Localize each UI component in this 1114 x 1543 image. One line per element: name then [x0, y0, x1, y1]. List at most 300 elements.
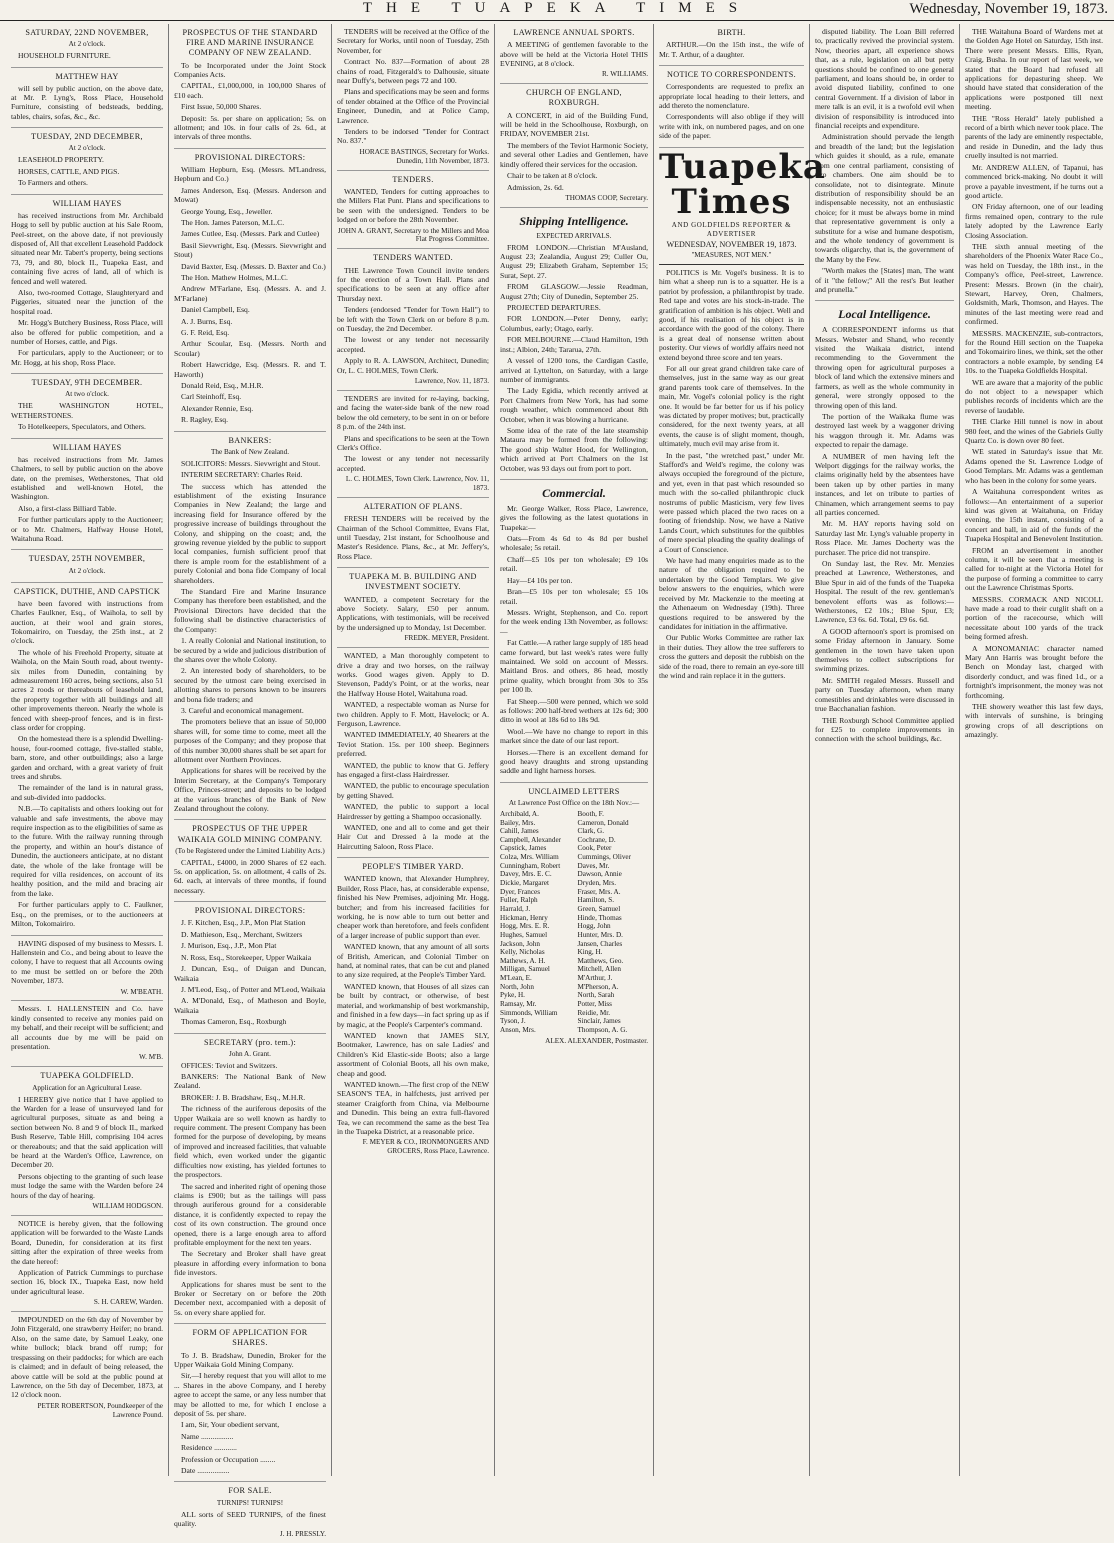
- ad-paragraph: Carl Steinhoff, Esq.: [181, 392, 242, 402]
- ad-paragraph: LEASEHOLD PROPERTY.: [18, 155, 104, 165]
- ad-paragraph: The lowest or any tender not necessarily accepted.: [337, 454, 489, 473]
- ad-paragraph: Some idea of the rate of the late steamship Mataura may be formed from the following: The good ship Walter Hood, for Wellington, which arrived at Port Chalmers on the 1st October, was 93 days out from port to port.: [500, 425, 648, 473]
- ad-title: WILLIAM HAYES: [52, 198, 122, 208]
- ad-paragraph: On Sunday last, the Rev. Mr. Menzies preached at Lawrence, Wetherstones, and Blue Spur in aid of the funds of the Tuapeka Hospital. The result of the rev. gentleman's benevolent efforts was as follows:—Wetherstones, £2 10s.; Blue Spur, £3; Lawrence, £3 6s. 6d. Total, £9 6s. 6d.: [815, 559, 954, 625]
- ad-paragraph: Bran—£5 10s per ton wholesale; £5 10s retail.: [500, 587, 648, 606]
- ad-paragraph: Application of Patrick Cummings to purchase section 16, block IX., Tuapeka East, now held under agricultural lease.: [11, 1267, 163, 1296]
- article-paragraph: For all our great grand children take care of themselves, just in the same way as our great grand parents took care of themselves. In the main, Mr. Vogel's colonial policy is the right one. It would be far better for us if his policy was dictated by proper motives; but, practically considered, for the next twenty years, at all events, the cause is of slight moment, though, ultimately, much evil may arise from it.: [659, 363, 804, 449]
- columns-container: [6, 24, 1108, 1539]
- ad-paragraph: ON Friday afternoon, one of our leading firms remained open, contrary to the rule lately adopted by the Lawrence Early Closing Association.: [965, 202, 1103, 240]
- ad-title: FOR SALE.: [228, 1486, 272, 1496]
- ad-paragraph: Deposit: 5s. per share on application; 5s. on allotment; and 10s. in four calls of 2s. 6d., at intervals of three months.: [174, 113, 326, 142]
- ad-paragraph: Mr. ANDREW ALLEN, of Tapanui, has commenced brick-making. No doubt it will prove a payable investment, if he turns out a good article.: [965, 162, 1103, 200]
- masthead-date: WEDNESDAY, NOVEMBER 19, 1873.: [666, 240, 797, 250]
- ad-paragraph: WANTED known, that any amount of all sorts of British, American, and Colonial Timber on hand, at nominal rates, that can be cut and planed to any size required, at the People's Timber Yard.: [337, 942, 489, 980]
- advertisement: [11, 439, 163, 551]
- ad-paragraph: Robert Hawcridge, Esq. (Messrs. R. and T. Haworth): [174, 360, 326, 379]
- ad-paragraph: Fat Sheep.—500 were penned, which we sold as follows: 200 half-bred wethers at 12s 6d; 300 ditto in wool at 18s 6d to 18s 9d.: [500, 696, 648, 725]
- advertisement: [174, 149, 326, 432]
- ad-paragraph: N. Ross, Esq., Storekeeper, Upper Waikaia: [181, 952, 312, 962]
- article-paragraph: In the past, "the wretched past," under Mr. Stafford's and Weld's regime, the colony was always occupied the foreground of the picture, and yet, even in that past which resounded so much with the so-called philanthropic cluck nostrums of public Masticism, very few lives were passed which placed the two races on a footing of friendship. Now, we have a Native Lands Court, which substitutes for the quibbles of mere special pleading the quality dealings of a Court of Conscience.: [659, 450, 804, 554]
- unclaimed-name: North, John: [500, 982, 534, 991]
- ad-paragraph: William Hepburn, Esq. (Messrs. M'Landress, Hepburn and Co.): [174, 164, 326, 184]
- ad-paragraph: WANTED, the public to know that G. Jeffery has engaged a first-class Hairdresser.: [337, 760, 489, 779]
- ad-paragraph: CAPITAL, £1,000,000, in 100,000 Shares of £10 each.: [174, 81, 326, 100]
- ad-paragraph: WE are aware that a majority of the public do not object to a newspaper which publishes records of incidents which are the reverse of laudable.: [965, 377, 1103, 415]
- ad-paragraph: Arthur Scoular, Esq. (Messrs. North and Scoular): [174, 339, 326, 358]
- ad-paragraph: FROM an advertisement in another column, it will be seen that a meeting is called for to-night at the Victoria Hotel for the purpose of forming a committee to carry out the Lawrence Christmas Sports.: [965, 545, 1103, 593]
- unclaimed-name: Mathews, A. H.: [500, 956, 546, 965]
- ad-paragraph: HORSES, CATTLE, AND PIGS.: [18, 166, 120, 176]
- ad-paragraph: For particulars, apply to the Auctioneer; or to Mr. Hogg, at his shop, Ross Place.: [11, 348, 163, 367]
- ad-paragraph: IMPOUNDED on the 6th day of November by John Fitzgerald, one strawberry Heifer; no brand. Also, on the same date, by Samuel Leaky, one white bullock; black brand off rump; for trespassing on their paddocks; for which are each is claimed; and in default of being released, the above cattle will be sold at the public pound at Lawrence, on the 5th day of December, 1873, at 12 o'clock noon.: [11, 1315, 163, 1400]
- ad-paragraph: The portion of the Waikaka flume was destroyed last week by a waggoner driving his waggon through it. Mr. Adams was expected to repair the damage.: [815, 411, 954, 450]
- section-heading: Local Intelligence.: [838, 307, 931, 322]
- ad-paragraph: I HEREBY give notice that I have applied to the Warden for a lease of unsurveyed land for agricultural purposes, situate as and being a section between No. 8 and 9 of block II., marked Bush Reserve, Table Hill, comprising 104 acres or thereabouts; and that the said application will be heard at the Warden's Office, Lawrence, on December 20.: [11, 1094, 163, 1170]
- advertisement: [174, 1034, 326, 1325]
- ad-paragraph: Correspondents will also oblige if they will write with ink, on numbered pages, and on one side of the paper.: [659, 112, 804, 141]
- ad-signature: J. H. PRESSLY.: [279, 1530, 326, 1539]
- ad-paragraph: A vessel of 1200 tons, the Cardigan Castle, arrived at Lyttelton, on Saturday, with a large number of immigrants.: [500, 356, 648, 384]
- ad-paragraph: THE Clarke Hill tunnel is now in about 980 feet, and the wines of the Gabriels Gully Quartz Co. is down over 80 feet.: [965, 417, 1103, 446]
- ad-paragraph: A MONOMANIAC character named Mary Ann Harris was brought before the Bench on Monday last, charged with disorderly conduct, and was fined 1d., or a fortnight's imprisonment, the money was not forthcoming.: [965, 643, 1103, 700]
- ad-paragraph: Horses.—There is an excellent demand for good heavy draughts and strong upstanding saddle and light harness horses.: [500, 747, 648, 776]
- ad-paragraph: WANTED, the public to encourage speculation by getting Shaved.: [337, 781, 489, 800]
- unclaimed-name: Capstick, James: [500, 844, 547, 853]
- ad-paragraph: James Anderson, Esq. (Messrs. Anderson and Mowat): [174, 185, 326, 205]
- unclaimed-name: Dawson, Annie: [577, 870, 622, 879]
- ad-subtitle: At Lawrence Post Office on the 18th Nov.:—: [508, 798, 640, 807]
- ad-paragraph: MESSRS. CORMACK AND NICOLL have made a road to their cutglit shaft on a portion of the racecourse, which will necessitate about 100 yards of the track being formed afresh.: [965, 594, 1103, 642]
- ad-paragraph: The Hon. Mathew Holmes, M.L.C.: [181, 273, 288, 282]
- unclaimed-name: Reidie, Mr.: [577, 1008, 611, 1017]
- unclaimed-name: Sinclair, James: [577, 1017, 621, 1026]
- page-header: [0, 0, 1114, 21]
- advertisement: [337, 648, 489, 858]
- ad-paragraph: A. M'Donald, Esq., of Matheson and Boyle, Waikaia: [174, 996, 326, 1015]
- unclaimed-name: Bailey, Mrs.: [500, 818, 536, 827]
- ad-paragraph: Wool.—We have no change to report in this market since the date of our last report.: [500, 726, 648, 746]
- advertisement: [659, 24, 804, 66]
- article-paragraph: POLITICS is Mr. Vogel's business. It is to him what a sheep run is to a squatter. He is a patriot by profession, a philanthropist by trade. Red tape and votes are his stock-in-trade. The gratification of ambition is his object. Well and good, if his realisation of his object is in accordance with the good of the colony. There is a great deal of nonsense written about posterity. Our views of worldly affairs need not extend beyond three score and ten years.: [659, 267, 804, 362]
- ad-title: MATTHEW HAY: [55, 71, 119, 81]
- ad-paragraph: WANTED, Tenders for cutting approaches to the Millers Flat Punt. Plans and specifications to be seen with the undersigned. Tenders to be lodged on or before the 28th November.: [337, 186, 489, 225]
- ad-title: PEOPLE'S TIMBER YARD.: [362, 862, 464, 872]
- ad-signature: THOMAS COOP, Secretary.: [565, 193, 648, 202]
- ad-paragraph: INTERIM SECRETARY: Charles Reid.: [181, 470, 303, 480]
- ad-paragraph: Applications for shares must be sent to the Broker or Secretary on or before the 20th December next, accompanied with a deposit of 5s. on every share applied for.: [174, 1279, 326, 1317]
- ad-paragraph: THE sixth annual meeting of the shareholders of the Phoenix Water Race Co., was held on Tuesday, the 18th inst., in the Company's office, Peel-street, Lawrence. Present: Messrs. Brown (in the chair), Stewart, Harvey, Oren, Chalmers, Goldsmith, Mark, Thomson, and Hayes. The minutes of the last meeting were read and confirmed.: [965, 241, 1103, 327]
- ad-paragraph: HOUSEHOLD FURNITURE.: [18, 51, 111, 61]
- ad-paragraph: The remainder of the land is in natural grass, and sub-divided into paddocks.: [11, 783, 163, 802]
- advertisement: [11, 550, 163, 582]
- ad-signature: L. C. HOLMES, Town Clerk. Lawrence, Nov. 11, 1873.: [345, 475, 489, 493]
- newspaper-column: [495, 24, 654, 1476]
- unclaimed-name: Clark, G.: [577, 827, 605, 836]
- advertisement: [11, 24, 163, 68]
- unclaimed-name: Davey, Mrs. E. C.: [500, 870, 552, 879]
- unclaimed-name: Pyke, H.: [500, 991, 525, 1000]
- ad-paragraph: WANTED IMMEDIATELY, 40 Shearers at the Teviot Station. 15s. per 100 sheep. Beginners preferred.: [337, 730, 489, 759]
- ad-title: UNCLAIMED LETTERS: [528, 786, 620, 796]
- ad-subtitle: At 2 o'clock.: [68, 144, 106, 153]
- advertisement: [337, 24, 489, 171]
- ad-paragraph: THE Waitahuna Board of Wardens met at the Golden Age Hotel on Saturday, 15th inst. There were present Messrs. Ellis, Ryan, Craig, Busha. In our report of last week, we stated that the Board had refused all applications for depasturing sheep. We should have stated that consideration of the applications were postponed till next meeting.: [965, 27, 1103, 112]
- ad-paragraph: The Secretary and Broker shall have great pleasure in affording every information to bona fide investors.: [174, 1249, 326, 1278]
- unclaimed-name: Kelly, Nicholas: [500, 948, 545, 957]
- ad-paragraph: A MEETING of gentlemen favorable to the above will be held at the Victoria Hotel THIS EVENING, at 8 o'clock.: [500, 40, 648, 68]
- ad-title: PROSPECTUS OF THE STANDARD FIRE AND MARINE INSURANCE COMPANY OF NEW ZEALAND.: [182, 28, 318, 58]
- ad-paragraph: Also, a first-class Billiard Table.: [18, 503, 117, 513]
- advertisement: [500, 480, 648, 783]
- advertisement: [337, 858, 489, 1160]
- ad-paragraph: Applications for shares will be received by the Interim Secretary, at the Company's Temporary Office, Princes-street; and deposits to be lodged at the various branches of the Bank of New Zealand throughout the colony.: [174, 766, 326, 813]
- ad-paragraph: David Baxter, Esq. (Messrs. D. Baxter and Co.): [181, 261, 326, 271]
- ad-paragraph: Donald Reid, Esq., M.H.R.: [181, 381, 264, 391]
- unclaimed-name: Potter, Miss: [577, 1000, 612, 1008]
- ad-paragraph: WANTED, the public to support a local Hairdresser by getting a Shampoo occasionally.: [337, 802, 489, 821]
- ad-paragraph: On the homestead there is a splendid Dwelling-house, four-roomed cottage, five-stalled stable, barn, store, and other outbuildings; also a large garden and orchard, with a great variety of fruit trees and shrubs.: [11, 734, 163, 781]
- ad-paragraph: MESSRS. MACKENZIE, sub-contractors, for the Round Hill section on the Tuapeka and Tokomairiro lines, we think, set the other contractors a noble example, by sending £4 10s. to the Tuapeka Goldfields Hospital.: [965, 328, 1103, 376]
- ad-signature: WILLIAM HODGSON.: [92, 1201, 163, 1210]
- ad-paragraph: HAVING disposed of my business to Messrs. I. Hallenstein and Co., and being about to leave the colony, I have to request that all Accounts owing to me must be settled on or before the 20th November, 1873.: [11, 938, 163, 986]
- unclaimed-name: Jansen, Charles: [577, 939, 623, 948]
- ad-title: BIRTH.: [717, 28, 746, 37]
- advertisement: [337, 498, 489, 568]
- ad-paragraph: J. Duncan, Esq., of Duigan and Duncan, Waikaia: [174, 964, 326, 983]
- ad-paragraph: ARTHUR.—On the 15th inst., the wife of Mr. T. Arthur, of a daughter.: [659, 40, 804, 59]
- ad-title: TUESDAY, 9TH DECEMBER.: [31, 378, 143, 388]
- ad-title: TUAPEKA GOLDFIELD.: [40, 1071, 134, 1081]
- advertisement: [174, 902, 326, 1033]
- newspaper-column: [169, 24, 332, 1539]
- ad-paragraph: THE Lawrence Town Council invite tenders for the erection of a Town Hall. Plans and specifications to be seen at any office after Thursday next.: [337, 265, 489, 303]
- advertisement: [965, 24, 1103, 746]
- unclaimed-name: Hogg, Mrs. E. R.: [500, 922, 550, 931]
- ad-paragraph: Correspondents are requested to prefix an appropriate local heading to their letters, and add thereto the nomenclature.: [659, 82, 804, 110]
- newspaper-column: [960, 24, 1108, 1476]
- advertisement: [815, 24, 954, 301]
- ad-paragraph: The Hon. James Paterson, M.L.C.: [181, 217, 285, 227]
- unclaimed-name: Simmonds, William: [500, 1008, 558, 1017]
- ad-paragraph: Fat Cattle.—A rather large supply of 185 head came forward, but last week's rates were fully maintained. We sold on account of Messrs. Maitland Bros. and others, 86 head, mostly prime quality, which brought from 30s to 35s per 100 lb.: [500, 638, 648, 695]
- ad-paragraph: Mr. Hogg's Butchery Business, Ross Place, will also be offered for public competition, and a number of Horses, cattle, and Pigs.: [11, 318, 164, 347]
- masthead: [659, 146, 826, 265]
- article-paragraph: Our Public Works Committee are rather lax in their duties. They allow the tree sufferers to cross the gutters and deposit the rubbish on the side of the road, there to remain an eye-sore till the wind and rain replace it in the gutters.: [659, 633, 804, 680]
- ad-title: TUAPEKA M. B. BUILDING AND INVESTMENT SOCIETY.: [349, 572, 477, 592]
- issue-date: Wednesday, November 19, 1873.: [909, 1, 1108, 17]
- unclaimed-name: Archibald, A.: [500, 809, 539, 818]
- ad-paragraph: have been favored with instructions from Charles Faulkner, Esq., of Waihola, to sell by auction, at their wool and grain stores, Tokomairiro, on Tuesday, the 25th inst., at 2 o'clock.: [11, 598, 163, 646]
- ad-paragraph: WANTED, one and all to come and get their Hair Cut and Dressed à la mode at the Haircutting Saloon, Ross Place.: [337, 823, 489, 851]
- ad-signature: HORACE BASTINGS, Secretary for Works. Dunedin, 11th November, 1873.: [359, 147, 489, 165]
- ad-paragraph: FROM GLASGOW.—Jessie Readman, August 27th; City of Dunedin, September 25.: [500, 282, 648, 301]
- masthead-motto: "MEASURES, NOT MEN.": [691, 251, 772, 260]
- ad-paragraph: A GOOD afternoon's sport is promised on some Friday afternoon in January. Some gentlemen in the town have taken upon themselves to collect subscriptions for swimming prizes.: [815, 626, 954, 674]
- unclaimed-name: Mitchell, Allen: [577, 965, 622, 974]
- advertisement: [11, 583, 163, 936]
- ad-paragraph: CAPITAL, £4000, in 2000 Shares of £2 each. 5s. on application, 5s. on allotment, 4 calls of 2s. 6d. each, at intervals of three months, if found necessary.: [174, 857, 326, 895]
- ad-paragraph: To Farmers and others.: [18, 178, 88, 188]
- ad-paragraph: Chair to be taken at 8 o'clock.: [507, 171, 598, 181]
- unclaimed-name: Harrald, J.: [500, 904, 531, 913]
- unclaimed-name: Campbell, Alexander: [500, 835, 562, 844]
- advertisement: [11, 1001, 163, 1067]
- ad-paragraph: TENDERS will be received at the Office of the Secretary for Works, until noon of Tuesday, 25th November, for: [337, 27, 489, 55]
- advertisement: [500, 208, 648, 480]
- advertisement: [337, 391, 489, 498]
- unclaimed-letters-list: [500, 810, 648, 1035]
- unclaimed-name: Colza, Mrs. William: [500, 853, 559, 862]
- ad-paragraph: THE showery weather this last few days, with intervals of sunshine, is bringing growing crops of all descriptions on amazingly.: [965, 702, 1103, 740]
- masthead-subtitle: AND GOLDFIELDS REPORTER & ADVERTISER: [671, 220, 792, 238]
- ad-title: TUESDAY, 25TH NOVEMBER,: [28, 554, 146, 564]
- ad-paragraph: The Lady Egidia, which recently arrived at Port Chalmers from New York, has had some rough weather, which commenced about 8th October, when it was blowing a hurricane.: [500, 386, 648, 424]
- ad-paragraph: has received instructions from Mr. Archibald Hogg to sell by public auction at his Sale Room, Peel-street, on the above date, if not previously disposed of, All that excellent Leasehold Paddock situated near Mr. Tabert's property, being sections 73, 79, and 80, block II., Tuapeka East, and containing five acres of land, all of which is fenced and well watered.: [11, 210, 163, 286]
- ad-paragraph: Date .................: [181, 1466, 230, 1475]
- ad-paragraph: NOTICE is hereby given, that the following application will be forwarded to the Waste Lands Board, Dunedin, for consideration at its first sitting after the expiration of three weeks from the date hereof:: [11, 1218, 163, 1266]
- unclaimed-name: Matthews, Geo.: [577, 956, 624, 965]
- ad-paragraph: For further particulars apply to C. Faulkner, Esq., on the premises, or to the auctioneers at Milton, Tokomairiro.: [11, 900, 163, 929]
- advertisement: [11, 936, 163, 1002]
- section-heading: Shipping Intelligence.: [519, 213, 629, 228]
- ad-title: BANKERS:: [228, 435, 272, 445]
- ad-paragraph: For further particulars apply to the Auctioneer; or to Mr. Chalmers, Halfway House Hotel, Waitahuna Road.: [11, 515, 163, 544]
- ad-paragraph: To be Incorporated under the Joint Stock Companies Acts.: [174, 60, 326, 79]
- ad-paragraph: Administration should pervade the length and breadth of the land; but the legislation which guides it should, as a rule, emanate from one central parliament, consisting of two chambers. One aim should be to consolidate, not to disintegrate. Minute distribution of responsibility should be an indispensable necessity, not an enthusiastic choice; for it must be always borne in mind that representative government is only a substitute for a wise and humane despotism, and the whole tendency of government is towards oligarchy, that is, the government of the Many by the Few.: [815, 132, 954, 264]
- unclaimed-name: Hickman, Henry: [500, 913, 548, 922]
- section-heading: Commercial.: [542, 485, 606, 500]
- ad-subtitle: The Bank of New Zealand.: [210, 447, 290, 456]
- ad-paragraph: WANTED known, that Houses of all sizes can be built by contract, or otherwise, of best material, and workmanship of best workmanship, and finished in a few days—in fact spring up as if by magic, at the People's Carpenter's command.: [337, 981, 489, 1029]
- ad-paragraph: The promoters believe that an issue of 50,000 shares will, for some time to come, meet all the purposes of the Company; and they propose that of this number 30,000 shares shall be set apart for allotment over Northern Provinces.: [174, 717, 326, 764]
- ad-paragraph: WANTED, a Man thoroughly competent to drive a dray and two horses, on the railway works. Good wages given. Apply to D. Stevenson, Paddy's Point, or at the works, near the Halfway House Hotel, Waitahuna road.: [337, 651, 489, 698]
- ad-paragraph: The whole of his Freehold Property, situate at Waihola, on the Main South road, about twenty-six miles from Dunedin, containing by admeasurement 160 acres, being sections, also 51 acres 2 roods or thereabouts of leasehold land, the property together with all buildings and all other improvements thereon. Nearly the whole is fenced with sheep-proof fences, and is in first-class order for cropping.: [11, 647, 163, 732]
- ad-paragraph: SOLICITORS: Messrs. Sievwright and Stout.: [181, 458, 321, 468]
- unclaimed-name: Hogg, John: [577, 922, 611, 931]
- ad-title: SATURDAY, 22ND NOVEMBER,: [25, 28, 149, 37]
- leading-article: [659, 268, 804, 680]
- unclaimed-name: Hamilton, S.: [577, 896, 615, 905]
- ad-signature: S. H. CAREW, Warden.: [93, 1298, 163, 1307]
- ad-paragraph: First Issue, 50,000 Shares.: [181, 102, 262, 112]
- masthead-title: Tuapeka Times: [659, 146, 826, 223]
- unclaimed-name: King, H.: [577, 948, 603, 957]
- ad-paragraph: The richness of the auriferous deposits of the Upper Waikaia are so well known as hardly to require comment. The present Company has been formed for the purpose of developing, by means of improved and increased facilities, that valuable field which, even worked under the gigantic difficulties now existing, has yielded fortunes to the prospectors.: [174, 1104, 326, 1180]
- ad-paragraph: Andrew M'Farlane, Esq. (Messrs. A. and J. M'Farlane): [174, 284, 326, 303]
- ad-paragraph: Sir,—I hereby request that you will allot to me ... Shares in the above Company, and I hereby agree to accept the same, or any less number that may be allotted to me, for which I enclose a deposit of 5s. per share.: [174, 1371, 326, 1418]
- ad-signature: F. MEYER & CO., IRONMONGERS AND GROCERS, Ross Place, Lawrence.: [362, 1138, 489, 1156]
- unclaimed-name: Dickie, Margaret: [500, 879, 549, 888]
- ad-subtitle: (To be Registered under the Limited Liability Acts.): [175, 846, 325, 855]
- ad-paragraph: The lowest or any tender not necessarily accepted.: [337, 335, 489, 354]
- ad-paragraph: To Hotelkeepers, Speculators, and Others.: [18, 422, 146, 432]
- ad-subtitle: John A. Grant.: [229, 1049, 271, 1058]
- ad-title: PROVISIONAL DIRECTORS:: [194, 906, 306, 916]
- advertisement: [659, 66, 804, 148]
- ad-paragraph: FRESH TENDERS will be received by the Chairman of the School Committee, Evans Flat, until Tuesday, 21st instant, for Schoolhouse and Master's Residence. Plans, &c., at Mr. Jeffery's, Ross Place.: [337, 514, 489, 561]
- ad-paragraph: 2. An interested body of shareholders, to be secured by the utmost care being exercised in allotting shares to persons known to be insurers and bona fide traders; and: [174, 666, 326, 704]
- ad-paragraph: THE WASHINGTON HOTEL, WETHERSTONES.: [11, 401, 163, 420]
- ad-paragraph: WANTED, a competent Secretary for the above Society. Salary, £50 per annum. Applications, with testimonials, will be received by the undersigned up to Monday, 1st December.: [337, 594, 489, 632]
- ad-paragraph: Residence ............: [181, 1443, 237, 1453]
- unclaimed-name: Cook, Peter: [577, 844, 612, 853]
- advertisement: [174, 1482, 326, 1543]
- advertisement: [337, 171, 489, 250]
- advertisement: [174, 24, 326, 149]
- ad-paragraph: "Worth makes the [States] man, The want of it "the fellow;" All the rest's But leather and prunella.": [815, 266, 954, 294]
- ad-title: CAPSTICK, DUTHIE, AND CAPSTICK: [13, 586, 161, 596]
- ad-paragraph: BROKER: J. B. Bradshaw, Esq., M.H.R.: [181, 1092, 306, 1102]
- advertisement: [337, 568, 489, 648]
- ad-paragraph: The success which has attended the establishment of the existing Insurance Companies in New Zealand; the large and increasing field for Insurance offered by the progressive increase of buildings throughout the Colony, and shipping on the coast; and, the growing revenue yielded by the public to support local companies, furnish sufficient proof that there is ample room for the establishment of a purely Colonial and bona fide Company of local shareholders.: [174, 481, 326, 585]
- unclaimed-name: Booth, F.: [577, 809, 604, 818]
- ad-paragraph: G. F. Reid, Esq.: [181, 328, 230, 338]
- ad-title: CHURCH OF ENGLAND, ROXBURGH.: [526, 88, 622, 108]
- ad-paragraph: Messrs. Wright, Stephenson, and Co. report for the week ending 13th November, as follows:—: [500, 607, 648, 636]
- ad-paragraph: PROJECTED DEPARTURES.: [507, 303, 601, 313]
- ad-paragraph: THE Roxburgh School Committee applied for £25 to complete improvements in connection with the school buildings, &c.: [815, 715, 954, 744]
- advertisement: [500, 783, 648, 1050]
- unclaimed-name: M'Arthur, J.: [577, 974, 613, 983]
- ad-paragraph: A CORRESPONDENT informs us that Messrs. Webster and Shand, who recently visited the Waikaia district, intend recommending to the Government the throwing open for agricultural purposes a block of land which the extensive miners and farmers, as well as the whole community in general, were strongly opposed to the throwing open of this land.: [815, 325, 954, 410]
- ad-paragraph: Tenders (endorsed "Tender for Town Hall") to be left with the Town Clerk on or before 8 p.m. on Tuesday, the 2nd December.: [337, 305, 489, 333]
- ad-title: TENDERS.: [392, 174, 434, 184]
- ad-subtitle: At 2 o'clock.: [68, 566, 106, 575]
- unclaimed-name: Dryden, Mrs.: [577, 879, 617, 888]
- ad-paragraph: Plans and specifications may be seen and forms of tender obtained at the Office of the Provincial Engineer, Dunedin, and at Police Camp, Lawrence.: [337, 87, 489, 125]
- ad-paragraph: WE stated in Saturday's issue that Mr. Adams opened the St. Lawrence Lodge of Good Templars. Mr. Adams was a gentleman who has been in the colony for some years.: [965, 447, 1103, 485]
- advertisement: [11, 1216, 163, 1312]
- unclaimed-name: Jackson, John: [500, 939, 540, 948]
- advertisement: [11, 68, 163, 129]
- ad-paragraph: Thomas Cameron, Esq., Roxburgh: [181, 1017, 287, 1027]
- ad-subtitle: TURNIPS! TURNIPS!: [216, 1498, 284, 1507]
- ad-paragraph: Mr. M. HAY reports having sold on Saturday last Mr. Lyng's valuable property in Ross Place. Mr. James Docherty was the purchaser. The price did not transpire.: [815, 519, 954, 557]
- ad-paragraph: Mr. George Walker, Ross Place, Lawrence, gives the following as the latest quotations in Tuapeka:—: [500, 503, 648, 532]
- ad-subtitle: At 2 o'clock.: [68, 40, 106, 49]
- advertisement: [174, 432, 326, 821]
- ad-signature: ALEX. ALEXANDER, Postmaster.: [545, 1036, 648, 1045]
- ad-paragraph: Daniel Campbell, Esq.: [181, 305, 250, 315]
- ad-paragraph: The Standard Fire and Marine Insurance Company has therefore been established, and the Provisional Directors have decided that the following shall be distinctive characteristics of the Company:: [174, 587, 326, 634]
- ad-paragraph: disputed liability. The Loan Bill referred to, practically revived the provincial system. Now, theories apart, all experience shows that, as a rule, legislation on all but petty questions should be confined to one general parliament, and loans should be, in order to avoid disputed liability, confined to one central Government. If a division of labor in mere talk is an evil, it is a twofold evil when division of responsibility is introduced into financial receipts and expenditure.: [815, 27, 954, 131]
- ad-paragraph: A. J. Burns, Esq.: [181, 316, 233, 326]
- advertisement: [500, 24, 648, 84]
- advertisement: [11, 1067, 163, 1215]
- ad-subtitle: Application for an Agricultural Lease.: [32, 1083, 142, 1092]
- ad-paragraph: WANTED known, that Alexander Humphrey, Builder, Ross Place, has, at considerable expense, finished his New Premises, adjoining Mr. Hogg, butcher; and from his increased facilities for working, he is now able to turn out better and cheaper work than heretofore, and feels confident of a larger increase of public support than ever.: [337, 874, 489, 940]
- unclaimed-name: Thompson, A. G.: [577, 1025, 628, 1034]
- ad-paragraph: A Waitahuna correspondent writes as follows:—An entertainment of a superior kind was given at Waitahuna, on Friday evening, the 15th instant, consisting of a concert and ball, in aid of the funds of the Tuapeka Hospital and Benevolent Institution.: [965, 487, 1103, 544]
- advertisement: [11, 1312, 163, 1424]
- ad-title: FORM OF APPLICATION FOR SHARES.: [192, 1328, 308, 1348]
- ad-signature: R. WILLIAMS.: [602, 70, 648, 79]
- ad-subtitle: EXPECTED ARRIVALS.: [536, 231, 612, 240]
- unclaimed-name: M'Lean, E.: [500, 974, 532, 983]
- ad-paragraph: J. F. Kitchen, Esq., J.P., Mon Plat Station: [181, 918, 306, 928]
- unclaimed-name: Dyer, Frances: [500, 887, 541, 896]
- ad-paragraph: Also, two-roomed Cottage, Slaughteryard and Piggeries, situated near the junction of the hospital road.: [11, 288, 163, 316]
- ad-paragraph: Messrs. I. HALLENSTEIN and Co. have kindly consented to receive any monies paid on my behalf, and their receipt will be sufficient; and all accounts due by me will be paid on presentation.: [11, 1004, 163, 1052]
- ad-signature: PETER ROBERTSON, Poundkeeper of the Lawrence Pound.: [37, 1401, 163, 1419]
- ad-paragraph: BANKERS: The National Bank of New Zealand.: [174, 1072, 326, 1091]
- ad-paragraph: Persons objecting to the granting of such lease must lodge the same with the Warden before 24 hours of the day of hearing.: [11, 1171, 163, 1200]
- unclaimed-name: Hunter, Mrs. D.: [577, 930, 623, 939]
- ad-paragraph: will sell by public auction, on the above date, at Mr. P. Lyng's, Ross Place, Household Furniture, consisting of bedsteads, bedding, tables, chairs, sofas, &c., &c.: [11, 83, 163, 121]
- ad-paragraph: James Cutlee, Esq. (Messrs. Park and Cutlee): [181, 229, 320, 239]
- ad-paragraph: Basil Sievwright, Esq. (Messrs. Sievwright and Stout): [174, 240, 326, 260]
- advertisement: [11, 128, 163, 194]
- unclaimed-name: Green, Samuel: [577, 904, 621, 913]
- newspaper-column: [6, 24, 169, 1476]
- ad-subtitle: At two o'clock.: [65, 390, 109, 399]
- ad-paragraph: Mr. SMITH regaled Messrs. Russell and party on Tuesday afternoon, when many comestibles and drinkables were discussed in true Bacchanalian fashion.: [815, 675, 954, 714]
- unclaimed-name: Anson, Mrs.: [500, 1025, 536, 1034]
- ad-paragraph: Alexander Rennie, Esq.: [181, 403, 254, 413]
- ad-paragraph: THE "Ross Herald" lately published a record of a birth which never took place. The parents of the lady are eminently respectable, and reside in Dunedin, and the lady thus cruelly insulted is not married.: [965, 113, 1103, 161]
- ad-paragraph: R. Ragley, Esq.: [181, 415, 228, 425]
- advertisement: [337, 249, 489, 391]
- ad-signature: W. M'B.: [139, 1053, 163, 1062]
- newspaper-column: [332, 24, 495, 1476]
- unclaimed-name: Hughes, Samuel: [500, 930, 548, 939]
- advertisement: [11, 195, 163, 375]
- ad-paragraph: To J. B. Bradshaw, Dunedin, Broker for the Upper Waikaia Gold Mining Company.: [174, 1350, 326, 1369]
- ad-paragraph: Contract No. 837—Formation of about 28 chains of road, Fitzgerald's to Dalhousie, situate near Duffy's, between pegs 72 and 100.: [337, 57, 489, 86]
- ad-paragraph: TENDERS are invited for re-laying, backing, and facing the water-side bank of the new road below the old cemetery, to be sent in on or before 8 p.m. of the 24th inst.: [337, 393, 489, 432]
- ad-paragraph: The members of the Teviot Harmonic Society, and several other Ladies and Gentlemen, have kindly offered their services for the occasion.: [500, 140, 648, 169]
- ad-paragraph: ALL sorts of SEED TURNIPS, of the finest quality.: [174, 1509, 326, 1528]
- unclaimed-name: Cochrane, D.: [577, 835, 616, 844]
- ad-paragraph: A CONCERT, in aid of the Building Fund, will be held in the Schoolhouse, Roxburgh, on FRIDAY, NOVEMBER 21st.: [500, 110, 648, 139]
- unclaimed-name: Fraser, Mrs. A.: [577, 887, 621, 896]
- ad-paragraph: Oats—From 4s 6d to 4s 8d per bushel wholesale; 5s retail.: [500, 534, 648, 553]
- ad-paragraph: WANTED, a respectable woman as Nurse for two children. Apply to F. Mott, Havelock; or A. Ferguson, Lawrence.: [337, 700, 489, 728]
- ad-paragraph: WANTED known.—The first crop of the NEW SEASON'S TEA, in halfchests, just arrived per steamer Craigforth from China, via Melbourne and Dunedin. This being an extra full-flavored Tea, we can recommend the same as the best Tea in the Tuapeka District, at a reasonable price.: [337, 1079, 489, 1136]
- unclaimed-name: Ramsay, Mr.: [500, 1000, 537, 1008]
- ad-paragraph: FOR MELBOURNE.—Claud Hamilton, 19th inst.; Albion, 24th; Tararua, 27th.: [500, 335, 648, 354]
- ad-paragraph: A NUMBER of men having left the Welport diggings for the railway works, the claims originally held by the absentees have been taken up by other parties in many instances, and let on tribute to parties of Chinamen, which arrangement seems to pay all parties concerned.: [815, 451, 954, 517]
- advertisement: [11, 374, 163, 438]
- advertisement: [815, 301, 954, 749]
- ad-paragraph: N.B.—To capitalists and others looking out for valuable and safe investments, the above may require inspection as to the eligibilities of same as to the future. With the railway running through the property, and within an hour's distance of Dunedin, the auctioneers anticipate, at no distant date, the whole of the lake frontage will be required for villa residences, on account of its healthy position, and the mild and bracing air from the lake.: [11, 804, 163, 898]
- unclaimed-name: Fuller, Ralph: [500, 896, 538, 905]
- newspaper-column: [810, 24, 960, 1476]
- unclaimed-name: Cunningham, Robert: [500, 861, 561, 870]
- ad-title: WILLIAM HAYES: [52, 442, 122, 452]
- newspaper-column: [654, 24, 826, 1476]
- ad-paragraph: Apply to R. A. LAWSON, Architect, Dunedin; Or, L. C. HOLMES, Town Clerk.: [337, 356, 489, 375]
- ad-signature: Lawrence, Nov. 11, 1873.: [414, 377, 489, 385]
- ad-paragraph: Profession or Occupation ........: [181, 1454, 276, 1464]
- ad-paragraph: J. Murison, Esq., J.P., Mon Plat: [181, 941, 277, 951]
- unclaimed-name: North, Sarah: [577, 991, 615, 1000]
- ad-paragraph: 1. A really Colonial and National institution, to be secured by a wide and judicious distribution of the shares over the whole Colony.: [174, 636, 326, 664]
- ad-signature: JOHN A. GRANT, Secretary to the Millers and Moa Flat Progress Committee.: [337, 226, 489, 244]
- ad-paragraph: J. M'Leod, Esq., of Potter and M'Leod, Waikaia: [181, 984, 326, 994]
- ad-paragraph: Tenders to be indorsed "Tender for Contract No. 837.": [337, 127, 489, 146]
- ad-signature: W. M'BEATH.: [120, 987, 163, 996]
- ad-paragraph: D. Mathieson, Esq., Merchant, Switzers: [181, 929, 303, 939]
- ad-signature: FREDK. MEYER, President.: [404, 634, 489, 643]
- ad-paragraph: Chaff—£5 10s per ton wholesale; £9 10s retail.: [500, 554, 648, 574]
- ad-title: TUESDAY, 2ND DECEMBER,: [31, 132, 143, 142]
- ad-paragraph: Plans and specifications to be seen at the Town Clerk's Office.: [337, 433, 489, 452]
- ad-paragraph: Hay—£4 10s per ton.: [507, 575, 573, 585]
- ad-paragraph: has received instructions from Mr. James Chalmers, to sell by public auction on the above date, on the premises, Wetherstones, That old established and well-known Hotel, the Washington.: [11, 454, 163, 502]
- unclaimed-name: M'Pherson, A.: [577, 982, 619, 991]
